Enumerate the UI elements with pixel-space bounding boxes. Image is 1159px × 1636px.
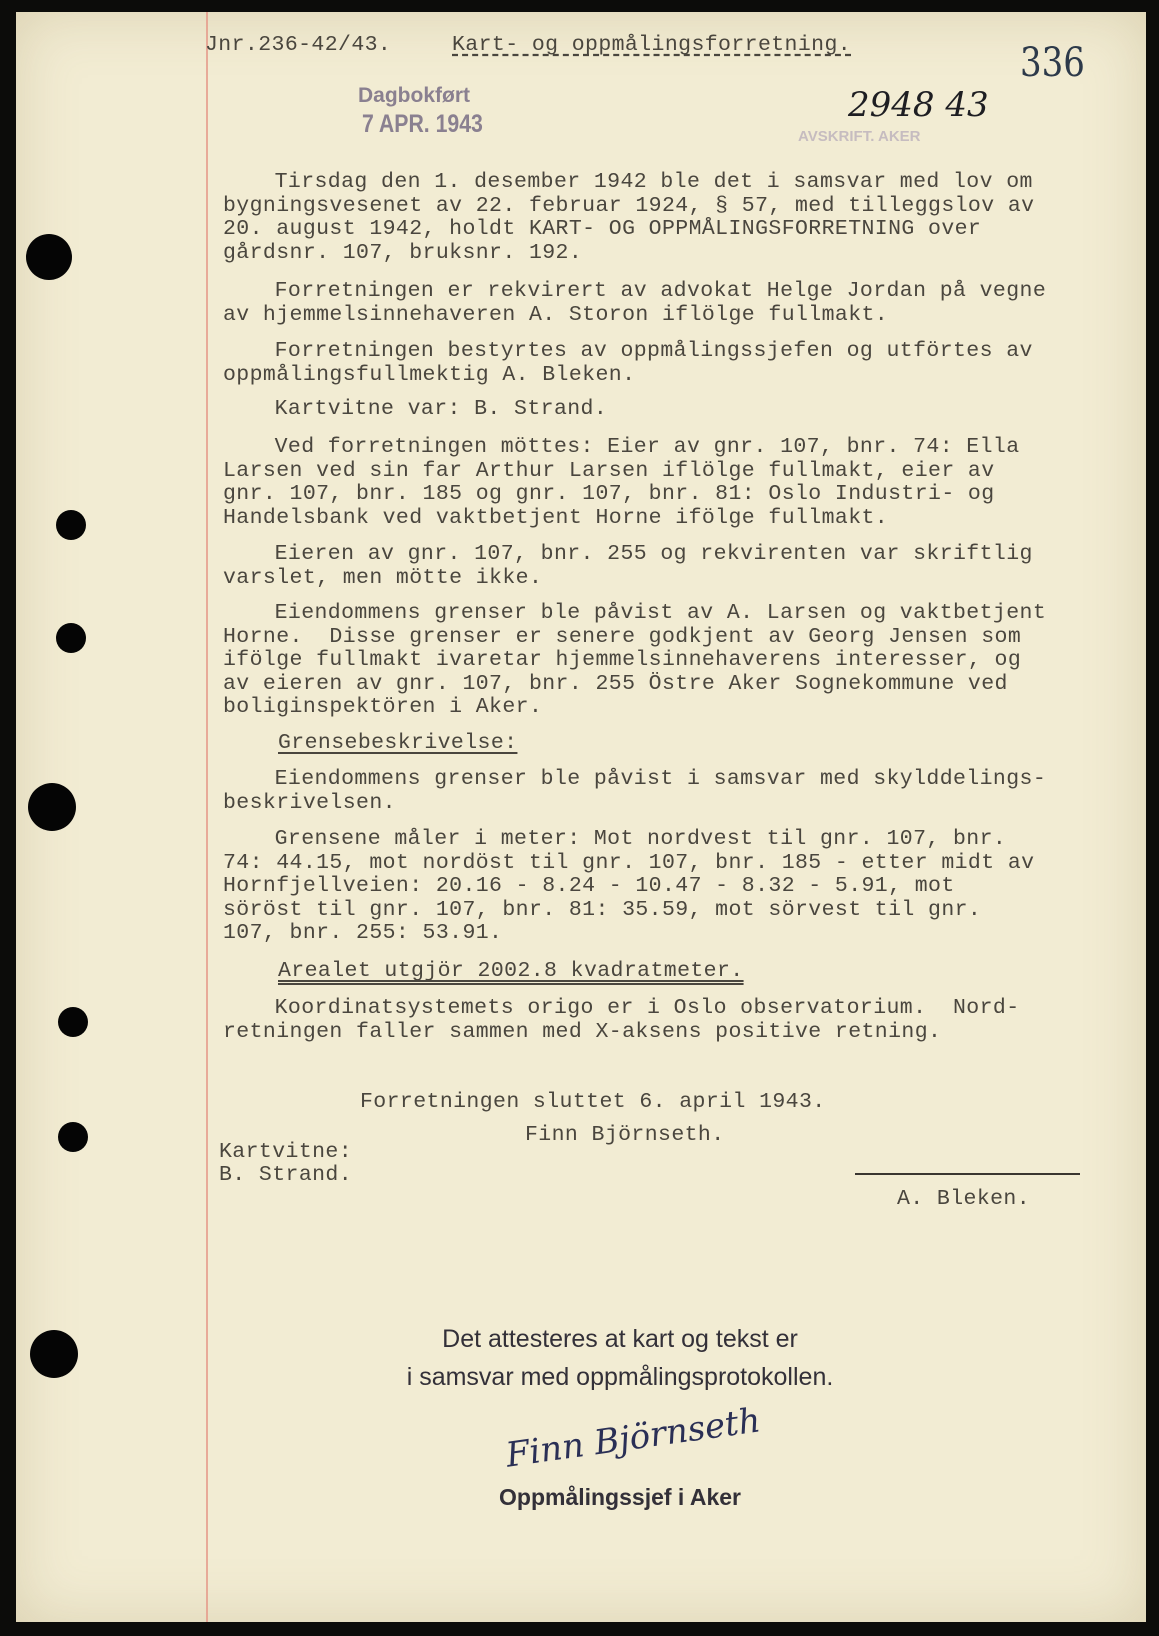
margin-line bbox=[206, 12, 208, 1622]
area-statement: Arealet utgjör 2002.8 kvadratmeter. bbox=[278, 959, 744, 983]
punch-hole bbox=[58, 1122, 88, 1152]
paragraph-notified: Eieren av gnr. 107, bnr. 255 og rekvirenten var skriftlig varslet, men mötte ikke. bbox=[223, 542, 1033, 590]
punch-hole bbox=[58, 1007, 88, 1037]
punch-hole bbox=[30, 1330, 78, 1378]
document-title: Kart- og oppmålingsforretning. bbox=[452, 33, 852, 57]
punch-hole bbox=[56, 623, 86, 653]
punch-hole bbox=[26, 234, 72, 280]
paragraph-coordinate-system: Koordinatsystemets origo er i Oslo observatorium. Nord- retningen faller sammen med X-aksens positive retning. bbox=[223, 996, 1020, 1044]
handwritten-number: 2948 43 bbox=[848, 85, 989, 125]
paragraph-boundary-description: Eiendommens grenser ble påvist i samsvar med skylddelings- beskrivelsen. bbox=[223, 767, 1047, 815]
paragraph-attendees: Ved forretningen möttes: Eier av gnr. 107, bnr. 74: Ella Larsen ved sin far Arthur Larsen iflölge fullmakt, eier av gnr. 107, bnr. 185 og gnr. 107, bnr. 81: Oslo Industri- og Handelsbank ved vaktbetjent Horne ifölge fullmakt. bbox=[223, 435, 1020, 530]
journal-number: Jnr.236-42/43. bbox=[205, 33, 392, 57]
avskrift-stamp: AVSKRIFT. AKER bbox=[798, 128, 921, 145]
witness-label: Kartvitne: bbox=[219, 1140, 353, 1164]
paragraph-intro: Tirsdag den 1. desember 1942 ble det i samsvar med lov om bygningsvesenet av 22. februar 1924, § 57, med tilleggslov av 20. august 1942, holdt KART- OG OPPMÅLINGSFORRETNING over gårdsnr. 107, bruksnr. 192. bbox=[223, 170, 1035, 265]
page-number: 336 bbox=[1020, 40, 1085, 86]
dagbokfort-stamp-label: Dagbokført bbox=[358, 84, 470, 107]
paragraph-boundaries-shown: Eiendommens grenser ble påvist av A. Larsen og vaktbetjent Horne. Disse grenser er senere godkjent av Georg Jensen som ifölge fullmakt ivaretar hjemmelsinnehaverens interesser, og av eieren av gnr. 107, bnr. 255 Östre Aker Sognekommune ved boliginspektören i Aker. bbox=[223, 601, 1047, 719]
dagbokfort-stamp-date: 7 APR. 1943 bbox=[362, 110, 483, 138]
signature-line bbox=[855, 1173, 1080, 1175]
chief-name: Finn Björnseth. bbox=[525, 1123, 725, 1147]
closing-date: Forretningen sluttet 6. april 1943. bbox=[360, 1090, 826, 1114]
paragraph-management: Forretningen bestyrtes av oppmålingssjefen og utförtes av oppmålingsfullmektig A. Bleken. bbox=[223, 339, 1033, 387]
witness-name: B. Strand. bbox=[219, 1163, 353, 1187]
certification-line-2: i samsvar med oppmålingsprotokollen. bbox=[406, 1363, 834, 1391]
punch-hole bbox=[56, 510, 86, 540]
paragraph-witness: Kartvitne var: B. Strand. bbox=[274, 397, 608, 421]
handwritten-signature: Finn Björnseth bbox=[503, 1400, 763, 1476]
surveyor-name: A. Bleken. bbox=[897, 1187, 1031, 1211]
certification-line-1: Det attesteres at kart og tekst er bbox=[442, 1325, 798, 1353]
section-heading-boundary-description: Grensebeskrivelse: bbox=[278, 731, 518, 755]
punch-hole bbox=[28, 783, 76, 831]
paragraph-measurements: Grensene måler i meter: Mot nordvest til gnr. 107, bnr. 74: 44.15, mot nordöst til gnr. 107, bnr. 185 - etter midt av Hornfjellveien: 20.16 - 8.24 - 10.47 - 8.32 - 5.91, mot söröst til gnr. 107, bnr. 81: 35.59, mot sörvest til gnr. 107, bnr. 255: 53.91. bbox=[223, 827, 1035, 945]
paragraph-requisition: Forretningen er rekvirert av advokat Helge Jordan på vegne av hjemmelsinnehaveren A. Storon iflölge fullmakt. bbox=[223, 279, 1047, 327]
certification-title: Oppmålingssjef i Aker bbox=[499, 1484, 741, 1510]
